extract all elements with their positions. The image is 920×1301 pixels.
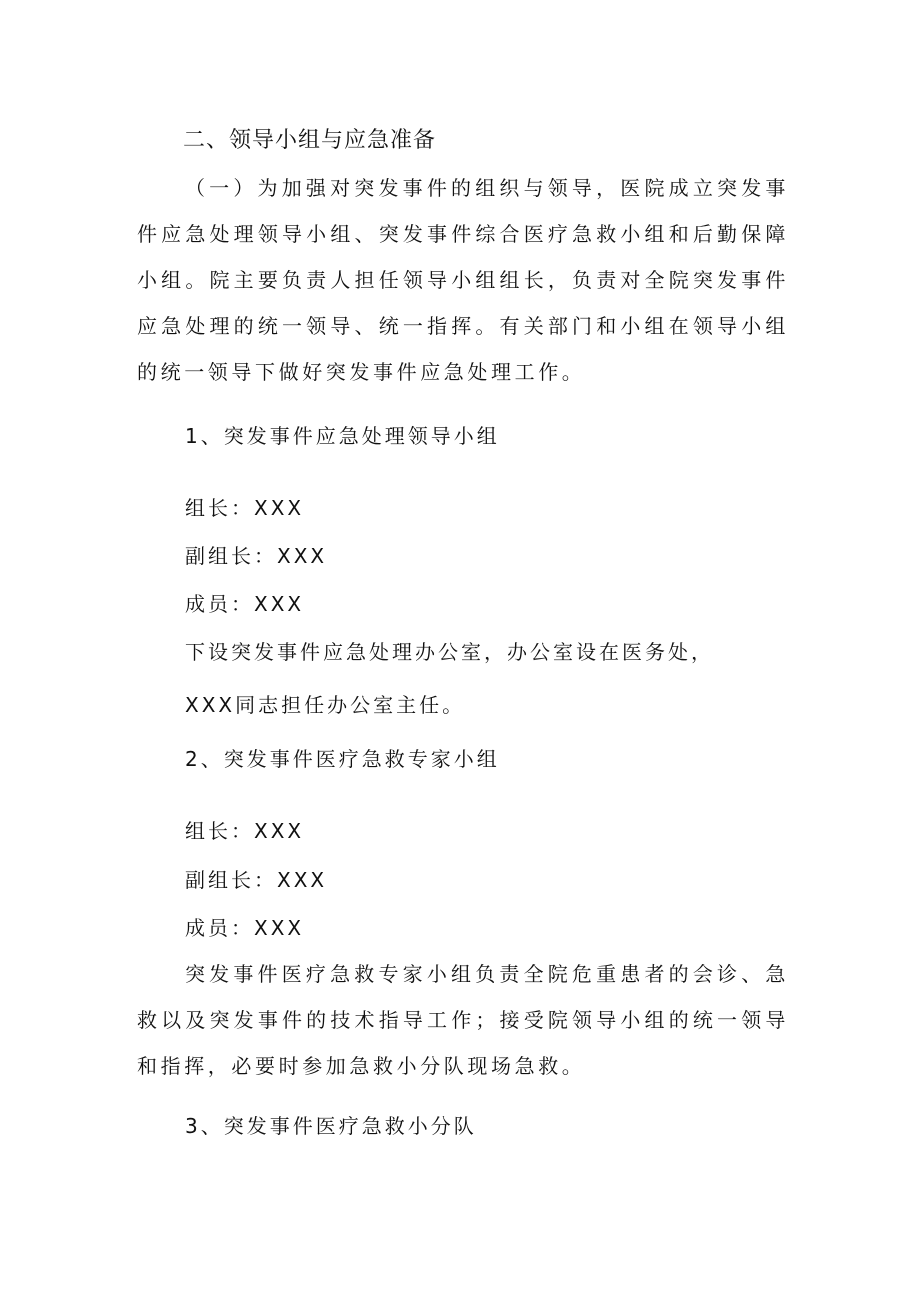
intro-paragraph: （一）为加强对突发事件的组织与领导，医院成立突发事件应急处理领导小组、突发事件综合医疗急救小组和后勤保障小组。院主要负责人担任领导小组组长，负责对全院突发事件应急处理的统一领导、统一指挥。有关部门和小组在领导小组的统一领导下做好突发事件应急处理工作。 bbox=[137, 176, 789, 384]
group1-title: 1、突发事件应急处理领导小组 bbox=[185, 424, 500, 448]
group3-title: 3、突发事件医疗急救小分队 bbox=[185, 1114, 477, 1138]
group2-title: 2、突发事件医疗急救专家小组 bbox=[185, 747, 500, 771]
group2-description: 突发事件医疗急救专家小组负责全院危重患者的会诊、急救以及突发事件的技术指导工作；接受院领导小组的统一领导和指挥，必要时参加急救小分队现场急救。 bbox=[137, 962, 789, 1078]
group2-leader: 组长：XXX bbox=[185, 819, 305, 843]
group1-deputy: 副组长：XXX bbox=[185, 544, 328, 568]
group1-members: 成员：XXX bbox=[185, 592, 305, 616]
group1-office-line2: XXX同志担任办公室主任。 bbox=[185, 693, 466, 717]
group2-deputy: 副组长：XXX bbox=[185, 868, 328, 892]
section-heading: 二、领导小组与应急准备 bbox=[183, 128, 437, 153]
group2-members: 成员：XXX bbox=[185, 916, 305, 940]
group1-office-line1: 下设突发事件应急处理办公室，办公室设在医务处， bbox=[185, 640, 714, 664]
group1-leader: 组长：XXX bbox=[185, 496, 305, 520]
